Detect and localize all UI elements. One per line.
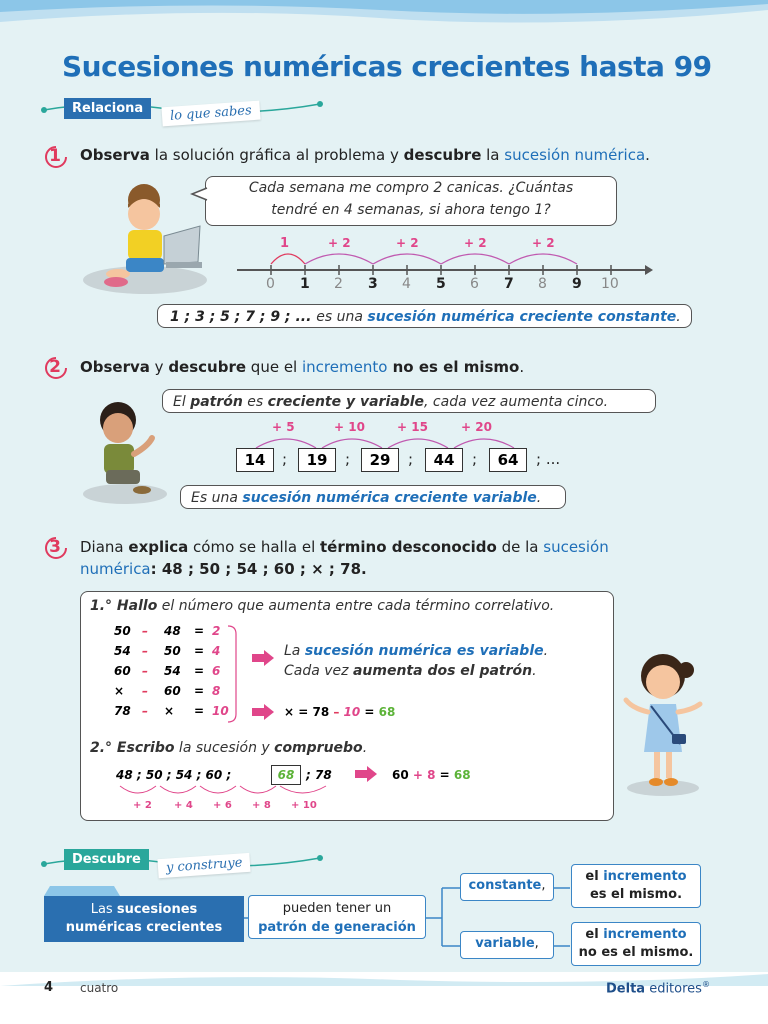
page-number: 4 xyxy=(44,980,54,995)
page-number-word: cuatro xyxy=(80,981,119,995)
step-1-heading: 1.° Hallo el número que aumenta entre cada término correlativo. xyxy=(90,598,555,614)
sequence-term-box: 44 xyxy=(425,448,463,472)
section-tag-descubre: Descubre xyxy=(64,849,149,870)
conclusion-line-2: Cada vez aumenta dos el patrón. xyxy=(284,663,537,679)
section-tag-subtitle: lo que sabes xyxy=(161,101,260,127)
tick-label: 9 xyxy=(572,276,582,292)
separator: ; xyxy=(472,450,478,468)
increment-label: + 20 xyxy=(461,420,492,434)
unknown-term-calculation: × = 78 – 10 = 68 xyxy=(284,705,396,719)
increment-label: + 2 xyxy=(133,800,152,811)
difference-table xyxy=(114,624,234,724)
sequence-ellipsis: ; ... xyxy=(536,450,561,468)
speech-bubble-problem: Cada semana me compro 2 canicas. ¿Cuántas tendré en 4 semanas, si ahora tengo 1? xyxy=(205,176,617,226)
tab-decoration xyxy=(44,886,124,896)
bubble-tail xyxy=(190,186,208,202)
increment-label: + 4 xyxy=(174,800,193,811)
arc-label-5: + 2 xyxy=(532,236,555,250)
speech-bubble-pattern: El patrón es creciente y variable, cada vez aumenta cinco. xyxy=(162,389,656,413)
answer-bubble-2: Es una sucesión numérica creciente variable. xyxy=(180,485,566,509)
increment-label: + 10 xyxy=(334,420,365,434)
tick-label: 3 xyxy=(368,276,378,292)
tick-label: 2 xyxy=(334,276,343,292)
increment-label: + 8 xyxy=(252,800,271,811)
arc-label-3: + 2 xyxy=(396,236,419,250)
tick-label: 0 xyxy=(266,276,275,292)
answer-box: 68 xyxy=(271,765,301,785)
sequence-term-box: 19 xyxy=(298,448,336,472)
answer-bubble-1: 1 ; 3 ; 5 ; 7 ; 9 ; ... es una sucesión numérica creciente constante. xyxy=(157,304,692,328)
instruction-2: Observa y descubre que el incremento no es el mismo. xyxy=(80,358,525,376)
separator: ; xyxy=(408,450,414,468)
publisher-logo: Delta editores® xyxy=(606,980,710,997)
increment-label: + 6 xyxy=(213,800,232,811)
concept-map-option-variable: variable, xyxy=(460,931,554,959)
tick-label: 8 xyxy=(538,276,547,292)
sequence-term-box: 29 xyxy=(361,448,399,472)
concept-map-option-constante: constante, xyxy=(460,873,554,901)
concept-map-result-1: el incremento es el mismo. xyxy=(571,864,701,908)
arrow-right-icon xyxy=(252,650,274,666)
concept-map-root: Las sucesiones numéricas crecientes xyxy=(44,896,244,942)
increment-label: + 5 xyxy=(272,420,295,434)
difference-row: × – 60 = 8 xyxy=(114,684,221,698)
tick-label: 1 xyxy=(300,276,310,292)
concept-map-middle: pueden tener un patrón de generación xyxy=(248,895,426,939)
arrow-right-icon xyxy=(252,704,274,720)
instruction-3-line2: numérica: 48 ; 50 ; 54 ; 60 ; × ; 78. xyxy=(80,560,367,578)
arc-label-2: + 2 xyxy=(328,236,351,250)
arrow-right-icon xyxy=(355,766,377,782)
difference-row: 78 – × = 10 xyxy=(114,704,229,718)
increment-label: + 10 xyxy=(291,800,317,811)
tick-label: 7 xyxy=(504,276,514,292)
tick-label: 10 xyxy=(601,276,619,292)
arc-label-1: 1 xyxy=(280,236,290,251)
sequence-tail: ; 78 xyxy=(306,768,332,782)
tick-label: 5 xyxy=(436,276,446,292)
step-number: 2 xyxy=(49,357,61,377)
sequence-term-box: 64 xyxy=(489,448,527,472)
instruction-3-line1: Diana explica cómo se halla el término desconocido de la sucesión xyxy=(80,538,609,556)
girl-diana-illustration xyxy=(618,648,708,798)
bracket-decoration xyxy=(226,624,240,724)
difference-row: 54 – 50 = 4 xyxy=(114,644,221,658)
conclusion-line-1: La sucesión numérica es variable. xyxy=(284,643,549,659)
step-number: 1 xyxy=(49,146,61,166)
separator: ; xyxy=(345,450,351,468)
tick-label: 4 xyxy=(402,276,411,292)
step-2-heading: 2.° Escribo la sucesión y compruebo. xyxy=(90,740,368,756)
step-number: 3 xyxy=(49,537,61,557)
tick-label: 6 xyxy=(470,276,479,292)
boy-illustration xyxy=(80,396,170,506)
section-tag-subtitle: y construye xyxy=(157,853,251,878)
difference-row: 60 – 54 = 6 xyxy=(114,664,221,678)
increment-label: + 15 xyxy=(397,420,428,434)
page-footer xyxy=(0,972,768,1024)
number-line-labels xyxy=(235,232,655,302)
sequence-with-answer: 48 ; 50 ; 54 ; 60 ; xyxy=(116,768,232,782)
page-title: Sucesiones numéricas crecientes hasta 99 xyxy=(62,50,712,83)
section-tag-relaciona: Relaciona xyxy=(64,98,151,119)
difference-row: 50 – 48 = 2 xyxy=(114,624,221,638)
sequence-term-box: 14 xyxy=(236,448,274,472)
header-wave-decoration xyxy=(0,0,768,40)
sequence-arcs xyxy=(116,784,346,800)
arc-label-4: + 2 xyxy=(464,236,487,250)
concept-map-result-2: el incremento no es el mismo. xyxy=(571,922,701,966)
verification: 60 + 8 = 68 xyxy=(392,768,471,782)
separator: ; xyxy=(282,450,288,468)
instruction-1: Observa la solución gráfica al problema y descubre la sucesión numérica. xyxy=(80,146,650,164)
